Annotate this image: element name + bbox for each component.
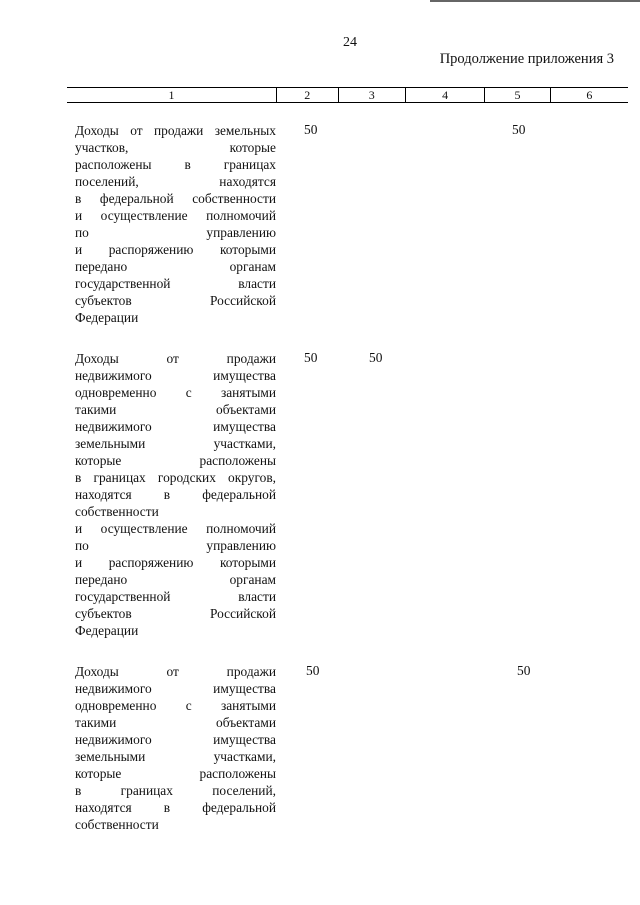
description-line: которые расположены	[75, 453, 276, 468]
description-line: недвижимого имущества	[75, 681, 276, 696]
description-line: по управлению	[75, 538, 276, 553]
description-line: по управлению	[75, 225, 276, 240]
column-header-row	[67, 88, 628, 103]
description-line: одновременно с занятыми	[75, 385, 276, 400]
cell-col2: 50	[306, 663, 320, 678]
page-number: 24	[343, 35, 357, 50]
description-line: передано органам	[75, 572, 276, 587]
description-line: Доходы от продажи	[75, 664, 276, 679]
description-line: Федерации	[75, 623, 139, 638]
cell-col5: 50	[517, 663, 531, 678]
column-header-6: 6	[550, 88, 628, 103]
description-line: и осуществление полномочий	[75, 521, 276, 536]
description-line: такими объектами	[75, 402, 276, 417]
description-line: одновременно с занятыми	[75, 698, 276, 713]
description-line: в границах городских округов,	[75, 470, 276, 485]
description-line: недвижимого имущества	[75, 732, 276, 747]
row-description	[75, 350, 276, 639]
description-line: земельными участками,	[75, 436, 276, 451]
description-line: такими объектами	[75, 715, 276, 730]
description-line: недвижимого имущества	[75, 419, 276, 434]
table-row	[75, 663, 276, 833]
description-line: находятся в федеральной	[75, 800, 276, 815]
column-header-4: 4	[405, 88, 484, 103]
cell-col3: 50	[369, 350, 383, 365]
description-line: расположены в границах	[75, 157, 276, 172]
description-line: и осуществление полномочий	[75, 208, 276, 223]
description-line: Федерации	[75, 310, 139, 325]
description-line: земельными участками,	[75, 749, 276, 764]
description-line: недвижимого имущества	[75, 368, 276, 383]
column-header-table	[67, 87, 628, 103]
description-line: передано органам	[75, 259, 276, 274]
row-description	[75, 663, 276, 833]
column-header-3: 3	[338, 88, 405, 103]
description-line: государственной власти	[75, 589, 276, 604]
continuation-label: Продолжение приложения 3	[439, 51, 614, 67]
description-line: которые расположены	[75, 766, 276, 781]
description-line: в федеральной собственности	[75, 191, 276, 206]
column-header-1: 1	[67, 88, 277, 103]
description-line: и распоряжению которыми	[75, 555, 276, 570]
description-line: поселений, находятся	[75, 174, 276, 189]
description-line: Доходы от продажи	[75, 351, 276, 366]
description-line: участков, которые	[75, 140, 276, 155]
cell-col2: 50	[304, 122, 318, 137]
column-header-2: 2	[277, 88, 338, 103]
cell-col2: 50	[304, 350, 318, 365]
description-line: собственности	[75, 504, 159, 519]
description-line: и распоряжению которыми	[75, 242, 276, 257]
description-line: субъектов Российской	[75, 293, 276, 308]
column-header-5: 5	[485, 88, 550, 103]
row-description	[75, 122, 276, 326]
description-line: находятся в федеральной	[75, 487, 276, 502]
table-row	[75, 122, 276, 326]
description-line: собственности	[75, 817, 159, 832]
scan-edge-mark	[430, 0, 640, 2]
description-line: субъектов Российской	[75, 606, 276, 621]
table-row	[75, 350, 276, 639]
description-line: государственной власти	[75, 276, 276, 291]
cell-col5: 50	[512, 122, 526, 137]
description-line: Доходы от продажи земельных	[75, 123, 276, 138]
description-line: в границах поселений,	[75, 783, 276, 798]
